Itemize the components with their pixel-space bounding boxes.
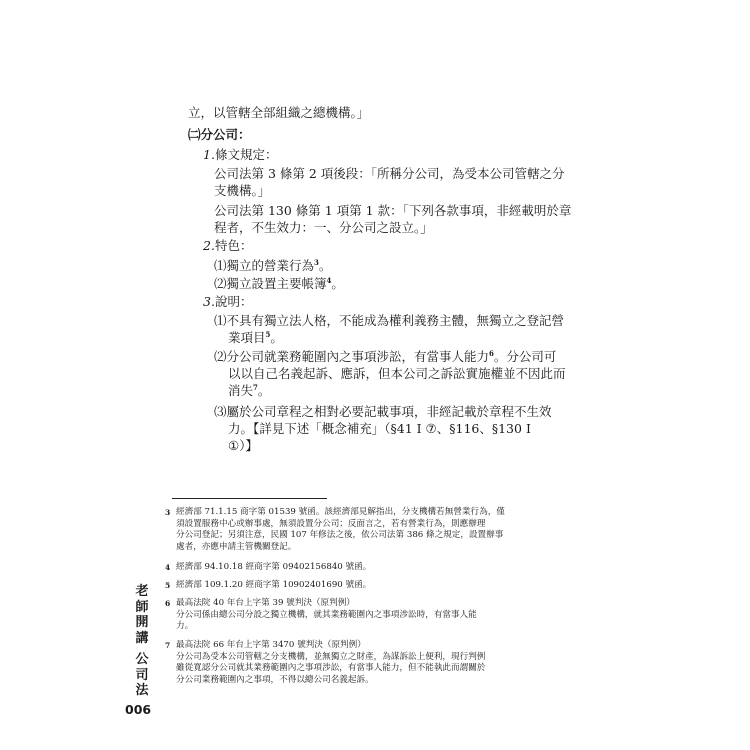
- footnote-line: 經濟部 109.1.20 經商字第 10902401690 號函。: [176, 580, 372, 590]
- footnote-ref: 3: [314, 257, 319, 267]
- item-number: 3.: [203, 294, 215, 309]
- series-title-vertical: [134, 584, 150, 646]
- footnote-line: 最高法院 40 年台上字第 39 號判決（原判例）: [176, 598, 355, 608]
- body-text: ⑵分公司就業務範圍內之事項涉訟，有當事人能力: [214, 349, 490, 364]
- body-text: 。: [257, 383, 271, 398]
- footnote-number: 5: [165, 581, 171, 590]
- footnote-line: 處者，亦應申請主管機關登記。: [176, 541, 297, 552]
- item-number: 2.: [203, 238, 215, 253]
- body-line: [228, 383, 270, 398]
- subheading-label: 說明：: [214, 294, 253, 309]
- body-line: 公司法第 130 條第 1 項第 1 款：「下列各款事項，非經載明於章: [214, 203, 572, 218]
- footnote-6: [165, 598, 477, 633]
- body-text: 。分公司可: [493, 349, 557, 364]
- body-line: ⑴不具有獨立法人格，不能成為權利義務主體，無獨立之登記營: [214, 313, 565, 328]
- footnote-line: 經濟部 94.10.18 經商字第 09402156840 號函。: [176, 562, 372, 572]
- subheading-features: [203, 238, 252, 253]
- footnote-5: [165, 580, 372, 592]
- series-char: 開: [135, 615, 149, 630]
- footnote-line: 分公司業務範圍內之事項，不得以總公司名義起訴。: [176, 674, 374, 685]
- footnote-4: [165, 562, 372, 574]
- footnote-ref: 4: [326, 275, 332, 285]
- subject-char: 法: [135, 683, 149, 698]
- footnote-line: 分公司為受本公司管轄之分支機構，並無獨立之財產，為謀訴訟上便利，現行判例: [176, 651, 486, 662]
- body-text: ⑵獨立設置主要帳簿: [214, 276, 327, 291]
- body-line: ①）】: [228, 438, 258, 453]
- footnote-number: 3: [165, 508, 171, 517]
- footnote-line: 須設置服務中心或辦事處，無須設置分公司；反面言之，若有營業行為，則應辦理: [176, 518, 486, 529]
- footnote-line: 分公司係由總公司分設之獨立機構，就其業務範圍內之事項涉訟時，有當事人能: [176, 609, 477, 620]
- footnote-line: 力。: [176, 621, 194, 631]
- body-line: [214, 349, 556, 364]
- subheading-provisions: [203, 147, 277, 162]
- footnote-divider: [172, 498, 327, 499]
- series-char: 老: [135, 584, 149, 599]
- section-heading-branch: ㈡分公司：: [188, 127, 251, 142]
- series-char: 講: [135, 630, 149, 646]
- body-line: [228, 330, 283, 345]
- page-number: 006: [125, 702, 152, 717]
- footnote-7: [165, 640, 486, 686]
- body-line: 程者，不生效力：一、分公司之設立。」: [214, 220, 433, 235]
- body-line: ⑶屬於公司章程之相對必要記載事項，非經記載於章程不生效: [214, 404, 552, 419]
- item-number: 1.: [203, 147, 215, 162]
- body-text: 。: [270, 330, 283, 345]
- footnote-ref: 6: [489, 348, 494, 358]
- subject-char: 司: [135, 667, 149, 683]
- subheading-explanation: [203, 294, 252, 309]
- series-char: 師: [135, 599, 149, 615]
- footnote-number: 4: [165, 563, 171, 572]
- body-line: [214, 258, 331, 273]
- footnote-3: [165, 507, 505, 553]
- body-line: 以以自己名義起訴、應訴，但本公司之訴訟實施權並不因此而: [228, 366, 566, 381]
- body-line: 公司法第 3 條第 2 項後段：「所稱分公司，為受本公司管轄之分: [214, 166, 565, 181]
- footnote-line: 經濟部 71.1.15 商字第 01539 號函。該經濟部見解指出，分支機構若無營業行為，僅: [176, 507, 505, 517]
- body-line: 力。【詳見下述「概念補充」（§41 Ⅰ ⑦、§116、§130 Ⅰ: [228, 421, 531, 436]
- body-text: 業項目: [228, 330, 266, 345]
- subheading-label: 條文規定：: [214, 147, 278, 162]
- body-text: 消失: [228, 383, 254, 398]
- footnote-line: 最高法院 66 年台上字第 3470 號判決（原判例）: [176, 640, 366, 650]
- subject-char: 公: [135, 652, 149, 667]
- body-text: 。: [331, 276, 344, 291]
- subject-title-vertical: [134, 652, 150, 699]
- footnote-ref: 7: [253, 382, 258, 392]
- body-text: ⑴獨立的營業行為: [214, 258, 315, 273]
- footnote-number: 6: [165, 599, 171, 608]
- body-text: 。: [318, 258, 332, 273]
- footnote-line: 分公司登記；另須注意，民國 107 年修法之後，依公司法第 386 條之規定，設置辦事: [176, 530, 504, 540]
- footnote-number: 7: [165, 641, 171, 650]
- body-line: [214, 276, 344, 291]
- body-line: 立，以管轄全部組織之總機構。」: [188, 105, 370, 120]
- footnote-ref: 5: [265, 329, 271, 339]
- footnote-line: 雖從寬認分公司就其業務範圍內之事項涉訟，有當事人能力，但不能執此而謂關於: [176, 663, 486, 673]
- body-line: 支機構。」: [214, 183, 271, 198]
- subheading-label: 特色：: [214, 238, 253, 253]
